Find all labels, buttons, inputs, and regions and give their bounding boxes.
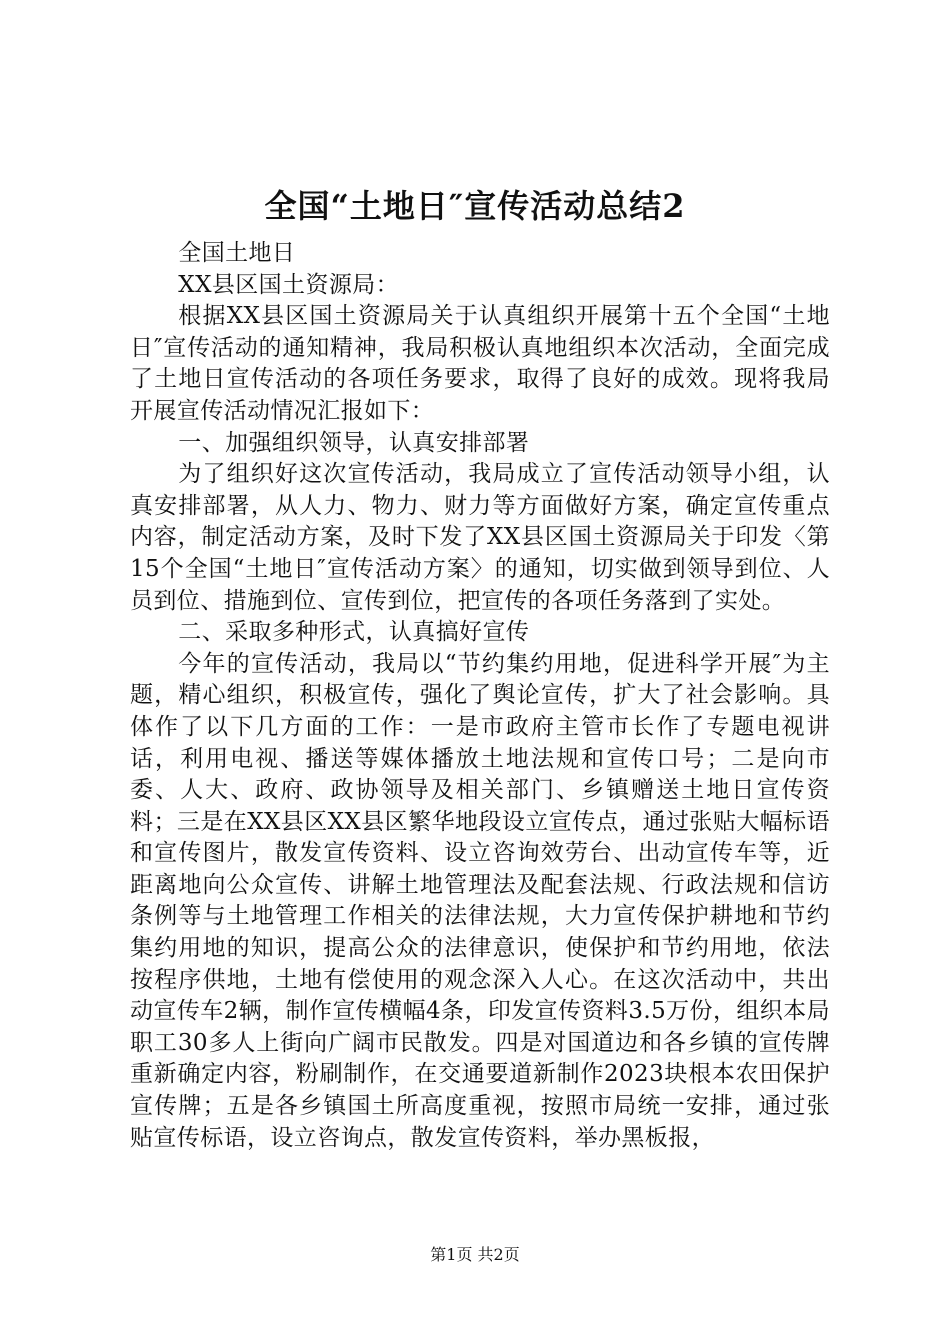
document-body	[130, 238, 830, 1154]
paragraph-section-2: 今年的宣传活动，我局以“节约集约用地，促进科学开展″为主题，精心组织，积极宣传，强化了舆论宣传，扩大了社会影响。具体作了以下几方面的工作：一是市政府主管市长作了专题电视讲话，利用电视、播送等媒体播放土地法规和宣传口号；二是向市委、人大、政府、政协领导及相关部门、乡镇赠送土地日宣传资料；三是在XX县区XX县区繁华地段设立宣传点，通过张贴大幅标语和宣传图片，散发宣传资料、设立咨询效劳台、出动宣传车等，近距离地向公众宣传、讲解土地管理法及配套法规、行政法规和信访条例等与土地管理工作相关的法律法规，大力宣传保护耕地和节约集约用地的知识，提高公众的法律意识，使保护和节约用地，依法按程序供地，土地有偿使用的观念深入人心。在这次活动中，共出动宣传车2辆，制作宣传横幅4条，印发宣传资料3.5万份，组织本局职工30多人上街向广阔市民散发。四是对国道边和各乡镇的宣传牌重新确定内容，粉刷制作，在交通要道新制作2023块根本农田保护宣传牌；五是各乡镇国土所高度重视，按照市局统一安排，通过张贴宣传标语，设立咨询点，散发宣传资料，举办黑板报，	[130, 650, 830, 1151]
document-title: 全国“土地日″宣传活动总结2	[264, 187, 686, 225]
paragraph-heading-line: 全国土地日	[178, 240, 296, 266]
section-heading-1: 一、加强组织领导，认真安排部署	[178, 429, 530, 456]
paragraph-intro: 根据XX县区国土资源局关于认真组织开展第十五个全国“土地日″宣传活动的通知精神，我局积极认真地组织本次活动，全面完成了土地日宣传活动的各项任务要求，取得了良好的成效。现将我局开展宣传活动情况汇报如下：	[130, 303, 830, 424]
paragraph-addressee: XX县区国土资源局：	[178, 271, 400, 298]
section-heading-2: 二、采取多种形式，认真搞好宣传	[178, 619, 530, 646]
page-number-footer: 第1页 共2页	[430, 1245, 520, 1264]
paragraph-section-1: 为了组织好这次宣传活动，我局成立了宣传活动领导小组，认真安排部署，从人力、物力、财力等方面做好方案，确定宣传重点内容，制定活动方案，及时下发了XX县区国土资源局关于印发〈第15个全国“土地日″宣传活动方案〉的通知，切实做到领导到位、人员到位、措施到位、宣传到位，把宣传的各项任务落到了实处。	[130, 461, 830, 614]
